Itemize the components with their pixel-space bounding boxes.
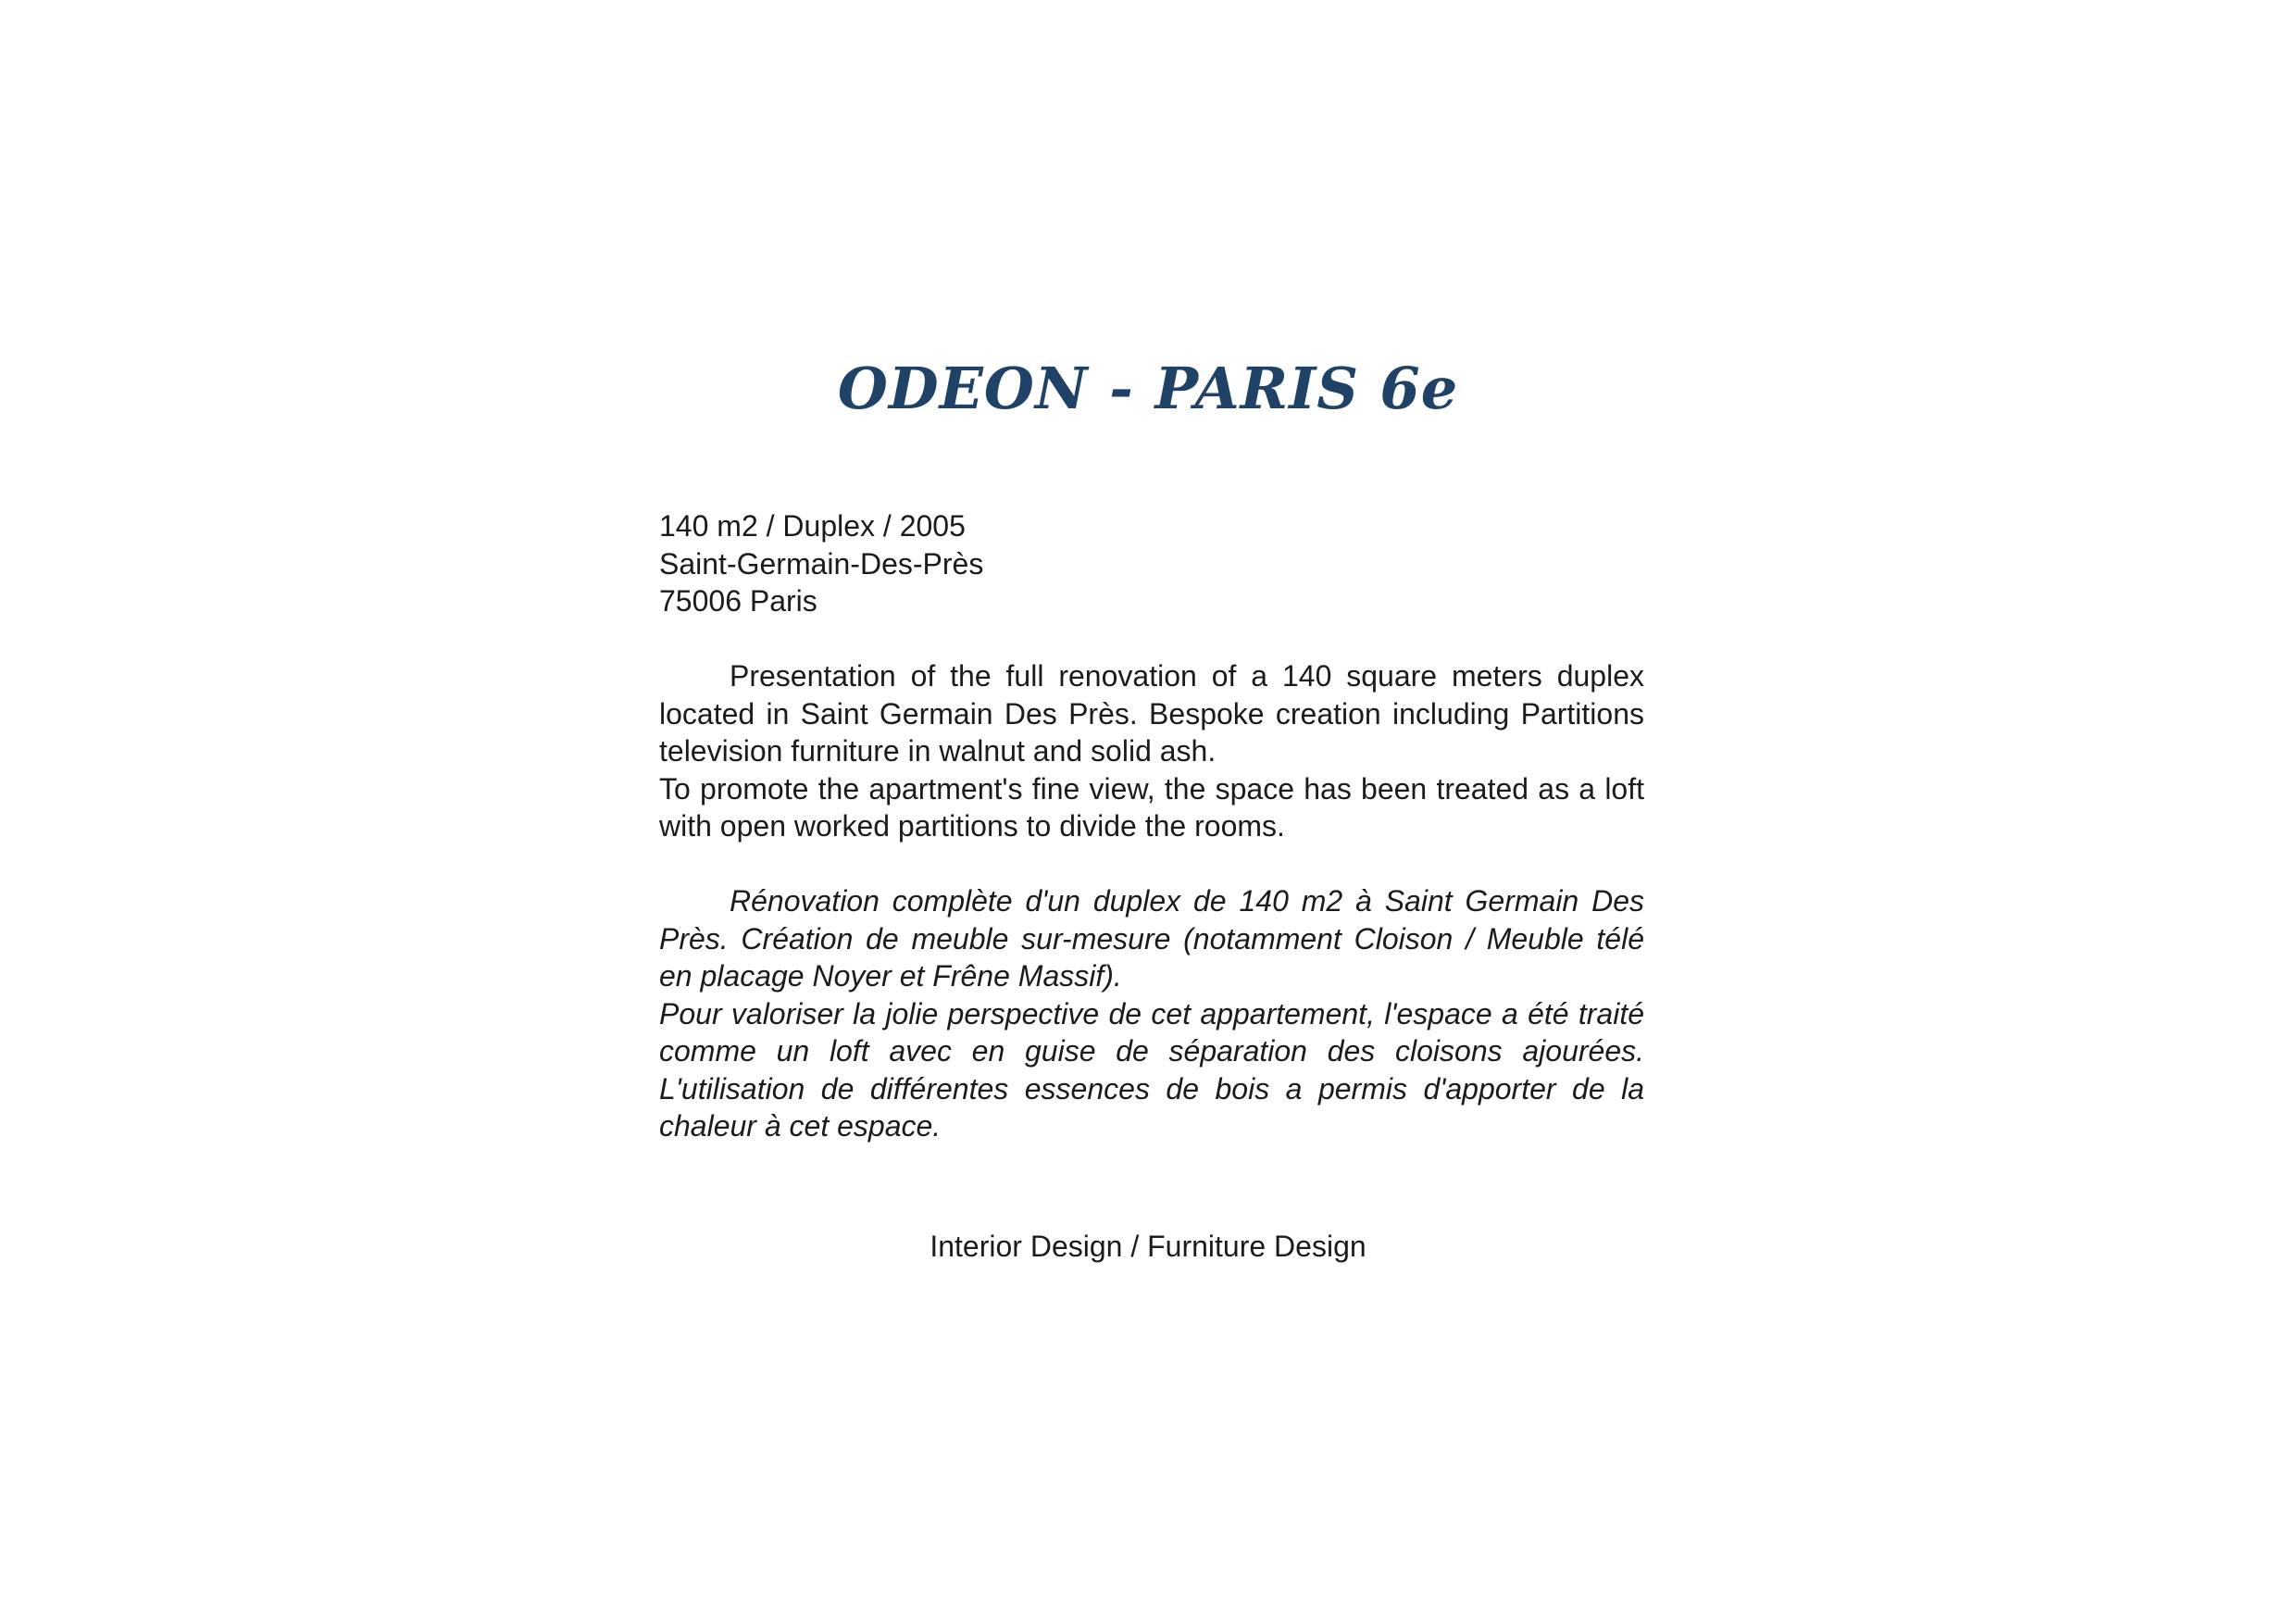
project-description [659, 507, 1644, 1145]
project-specs: 140 m2 / Duplex / 2005 [659, 509, 966, 543]
spacer [659, 845, 1644, 883]
project-postal-city: 75006 Paris [659, 584, 817, 618]
french-paragraph-2: Pour valoriser la jolie perspective de cet appartement, l'espace a été traité comme un loft avec en guise de séparation des cloisons ajourées. L'utilisation de différentes essences de bois a permis d'apporter de la chaleur à cet espace. [659, 996, 1644, 1143]
english-paragraph-1: Presentation of the full renovation of a 140 square meters duplex located in Saint Germain Des Près. Bespoke creation including Partitions television furniture in walnut and solid ash. [659, 659, 1644, 768]
project-neighborhood: Saint-Germain-Des-Près [659, 546, 984, 581]
disciplines-footer: Interior Design / Furniture Design [930, 1230, 1366, 1263]
spacer [659, 620, 1644, 658]
english-paragraph-2: To promote the apartment's fine view, the space has been treated as a loft with open worked partitions to divide the rooms. [659, 771, 1644, 843]
french-paragraph-1: Rénovation complète d'un duplex de 140 m2 à Saint Germain Des Près. Création de meuble sur-mesure (notamment Cloison / Meuble télé en placage Noyer et Frêne Massif). [659, 884, 1644, 993]
project-title: ODEON - PARIS 6e [837, 355, 1459, 422]
